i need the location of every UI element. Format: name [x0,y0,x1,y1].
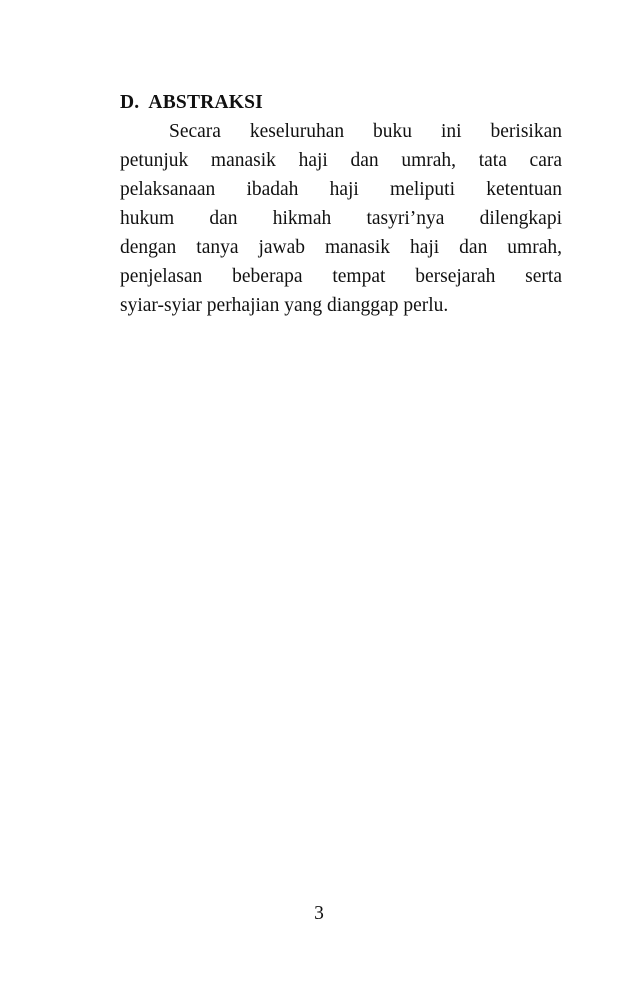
paragraph-line: dengan tanya jawab manasik haji dan umrah, [120,237,562,258]
paragraph-line: pelaksanaan ibadah haji meliputi ketentuan [120,179,562,200]
section-heading: D. ABSTRAKSI [120,92,263,113]
abstract-paragraph [120,117,562,320]
paragraph-line: hukum dan hikmah tasyri’nya dilengkapi [120,208,562,229]
paragraph-line: syiar-syiar perhajian yang dianggap perlu. [120,295,449,316]
paragraph-line: petunjuk manasik haji dan umrah, tata cara [120,150,562,171]
paragraph-line: Secara keseluruhan buku ini berisikan [169,121,562,142]
abstraksi-section [120,88,562,320]
page-number: 3 [314,903,324,924]
paragraph-line: penjelasan beberapa tempat bersejarah serta [120,266,562,287]
